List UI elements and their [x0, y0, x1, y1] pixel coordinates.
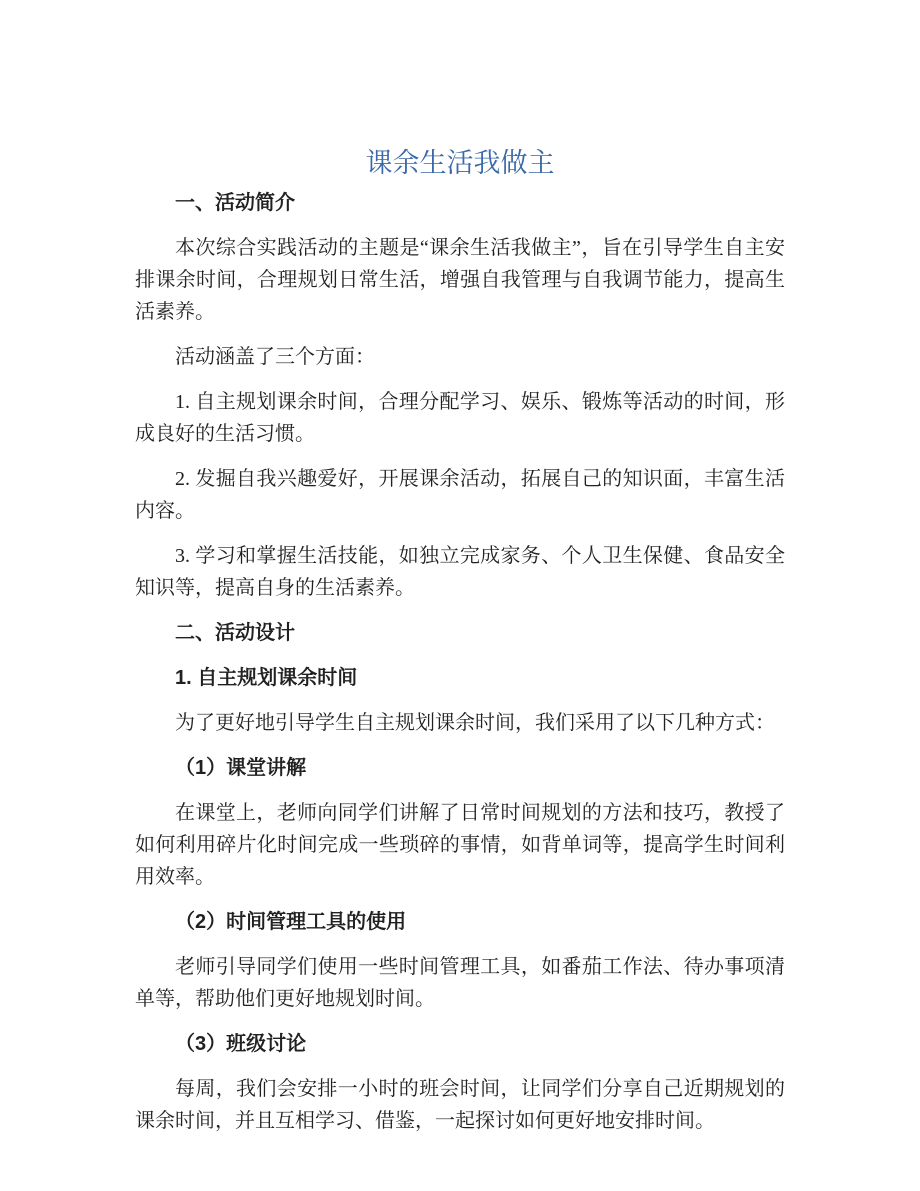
section1-leadin-paragraph: 活动涵盖了三个方面： [175, 346, 375, 368]
section1-item-3: 3. 学习和掌握生活技能，如独立完成家务、个人卫生保健、食品安全知识等，提高自身的生活素养。 [135, 545, 785, 599]
section1-item-2: 2. 发掘自我兴趣爱好，开展课余活动，拓展自己的知识面，丰富生活内容。 [135, 468, 785, 522]
method-2-heading: （2）时间管理工具的使用 [175, 911, 407, 933]
section2-subsection1-heading: 1. 自主规划课余时间 [175, 667, 358, 689]
section1-heading: 一、活动简介 [175, 192, 295, 214]
method-3-body: 每周，我们会安排一小时的班会时间，让同学们分享自己近期规划的课余时间，并且互相学习、借鉴，一起探讨如何更好地安排时间。 [135, 1078, 785, 1132]
section2-heading: 二、活动设计 [175, 622, 295, 644]
document-title: 课余生活我做主 [365, 148, 555, 178]
section2-subsection1-intro: 为了更好地引导学生自主规划课余时间，我们采用了以下几种方式： [175, 712, 775, 734]
section1-intro-paragraph: 本次综合实践活动的主题是“课余生活我做主”，旨在引导学生自主安排课余时间，合理规划日常生活，增强自我管理与自我调节能力，提高生活素养。 [135, 237, 785, 323]
method-1-body: 在课堂上，老师向同学们讲解了日常时间规划的方法和技巧，教授了如何利用碎片化时间完成一些琐碎的事情，如背单词等，提高学生时间利用效率。 [135, 802, 785, 888]
section1-item-1: 1. 自主规划课余时间，合理分配学习、娱乐、锻炼等活动的时间，形成良好的生活习惯。 [135, 391, 785, 445]
method-1-heading: （1）课堂讲解 [175, 757, 307, 779]
method-3-heading: （3）班级讨论 [175, 1033, 307, 1055]
method-2-body: 老师引导同学们使用一些时间管理工具，如番茄工作法、待办事项清单等，帮助他们更好地规划时间。 [135, 956, 785, 1010]
